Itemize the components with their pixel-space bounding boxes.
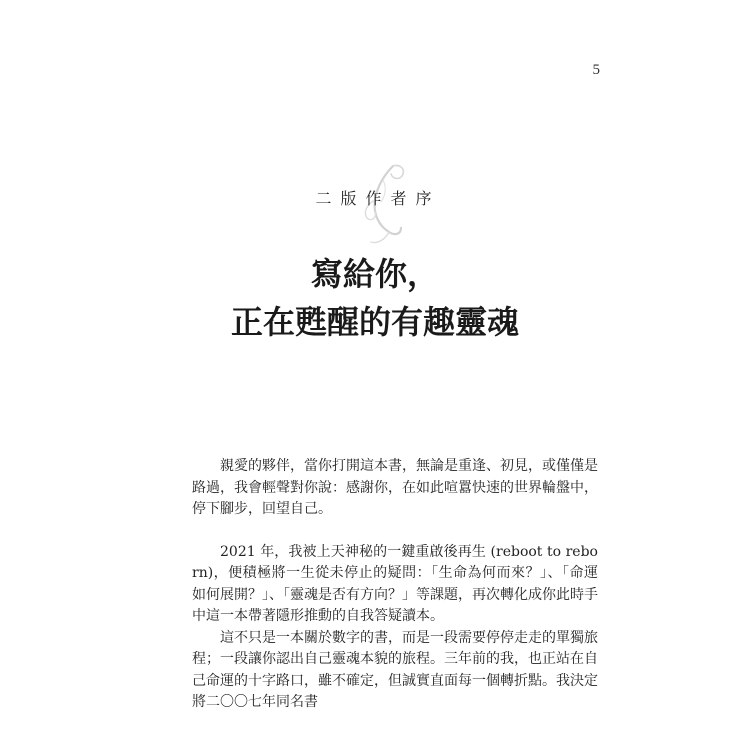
paragraph: 親愛的夥伴，當你打開這本書，無論是重逢、初見，或僅僅是路過，我會輕聲對你說：感謝你，在如此喧囂快速的世界輪盤中，停下腳步，回望自己。 [192, 458, 598, 517]
chapter-title-line-1: 寫給你， [310, 255, 439, 293]
chapter-title [0, 250, 750, 346]
chapter-title-line-2: 正在甦醒的有趣靈魂 [230, 303, 519, 341]
body-text [192, 456, 598, 714]
paragraph: 這不只是一本關於數字的書，而是一段需要停停走走的單獨旅程；一段讓你認出自己靈魂本貌的旅程。三年前的我，也正站在自己命運的十字路口，雖不確定，但誠實直面每一個轉折點。我決定將二〇〇七年同名書 [192, 629, 598, 710]
paragraph: 2021 年，我被上天神秘的一鍵重啟後再生 (reboot to reborn)，便積極將一生從未停止的疑問：「生命為何而來？」、「命運如何展開？」、「靈魂是否有方向？」等課題，再次轉化成你此時手中這一本帶著隱形推動的自我答疑讀本。 [192, 543, 598, 624]
section-label: 二版作者序 [315, 189, 441, 208]
page-number: 5 [592, 62, 600, 78]
